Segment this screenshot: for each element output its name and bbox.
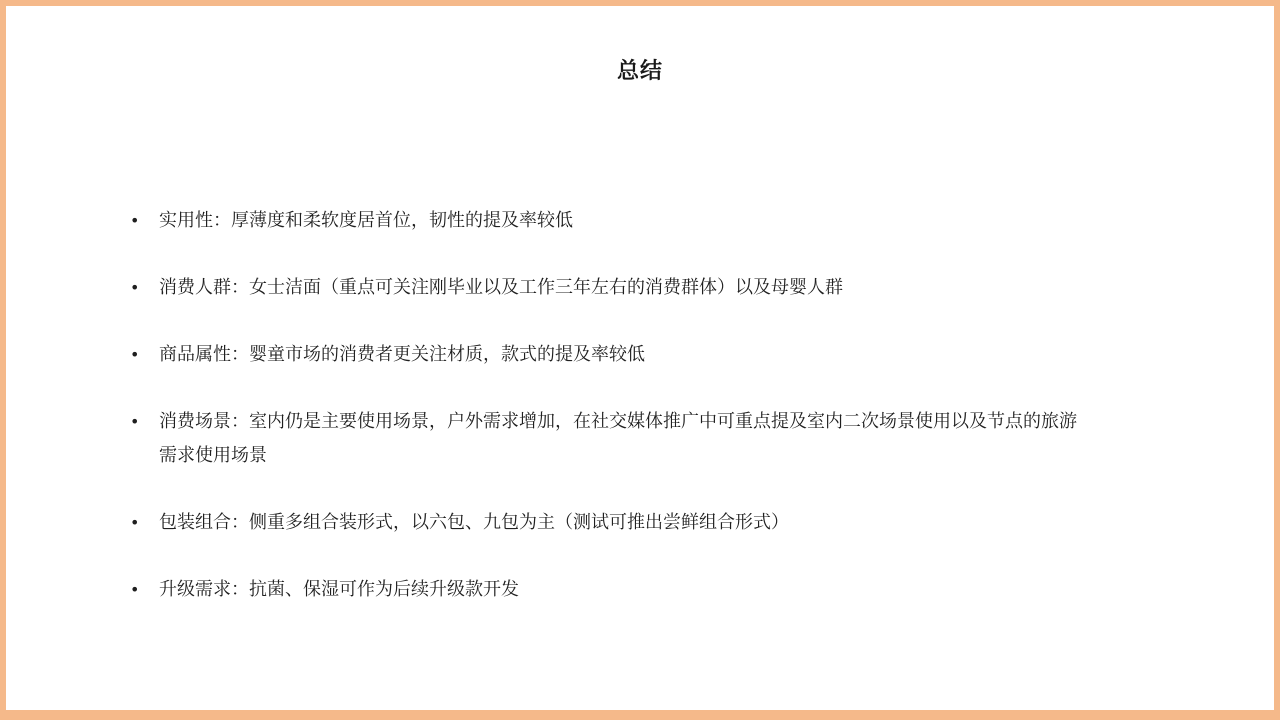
page-title: 总结	[616, 59, 663, 84]
list-item	[130, 573, 1090, 607]
bullet-icon: •	[130, 513, 140, 532]
list-item	[130, 271, 1090, 305]
list-item-text: 消费人群：女士洁面（重点可关注刚毕业以及工作三年左右的消费群体）以及母婴人群	[159, 277, 843, 298]
bullet-icon: •	[130, 278, 140, 297]
bullet-icon: •	[130, 412, 140, 431]
list-item-text: 实用性：厚薄度和柔软度居首位，韧性的提及率较低	[159, 210, 573, 231]
list-item	[130, 506, 1090, 540]
list-item-text: 商品属性：婴童市场的消费者更关注材质，款式的提及率较低	[159, 344, 645, 365]
bullet-icon: •	[130, 580, 140, 599]
list-item-text: 升级需求：抗菌、保湿可作为后续升级款开发	[159, 579, 519, 600]
summary-list	[130, 204, 1090, 640]
list-item	[130, 338, 1090, 372]
bullet-icon: •	[130, 211, 140, 230]
bullet-icon: •	[130, 345, 140, 364]
list-item-text: 消费场景：室内仍是主要使用场景，户外需求增加，在社交媒体推广中可重点提及室内二次场景使用以及节点的旅游需求使用场景	[159, 411, 1077, 466]
list-item	[130, 405, 1090, 473]
list-item	[130, 204, 1090, 238]
list-item-text: 包装组合：侧重多组合装形式，以六包、九包为主（测试可推出尝鲜组合形式）	[159, 512, 789, 533]
